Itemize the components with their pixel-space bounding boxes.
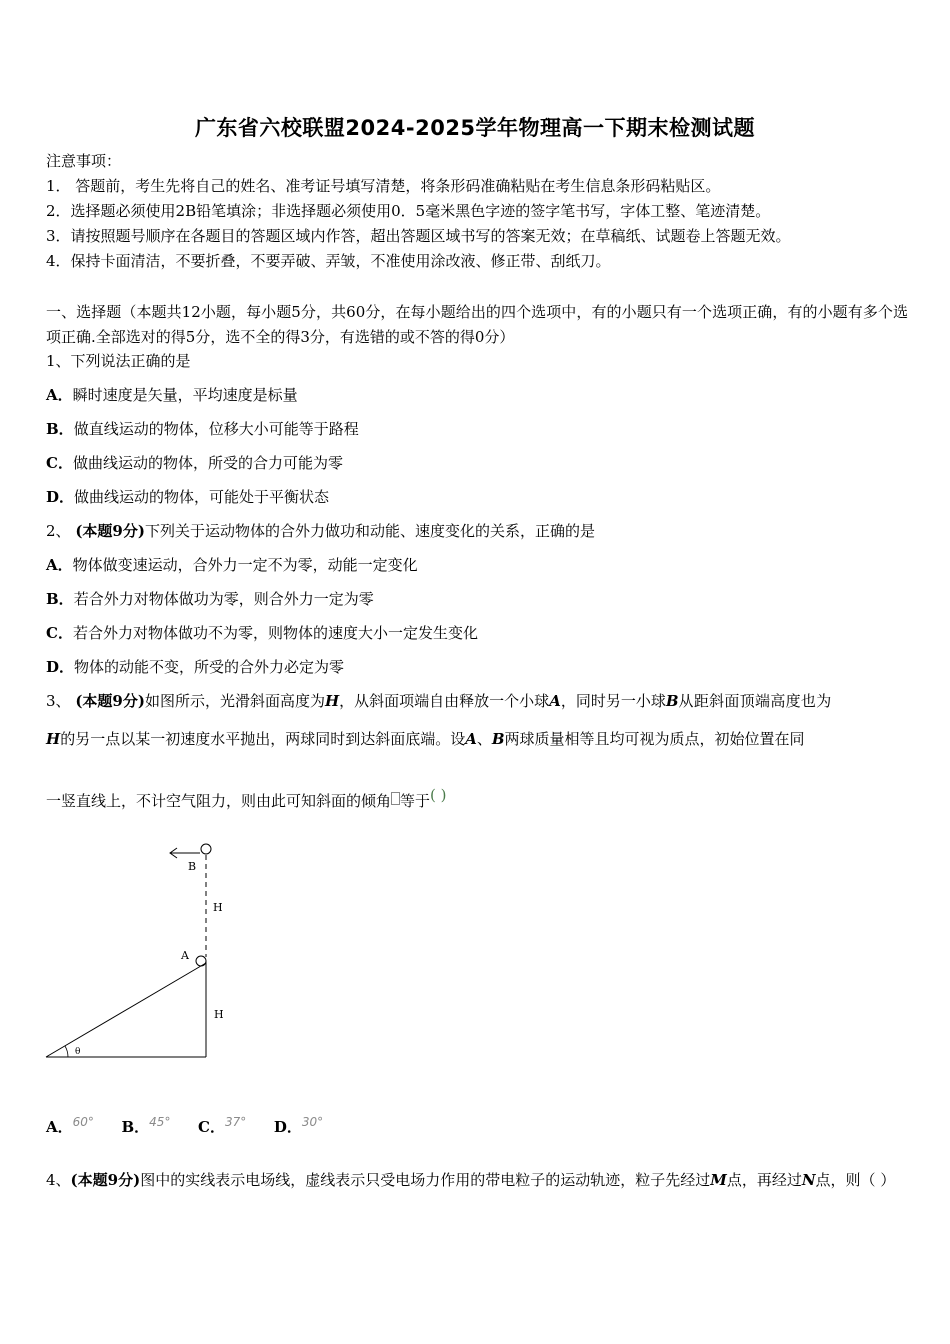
- question-1-stem: 1、下列说法正确的是: [46, 352, 191, 370]
- option-label: C．: [46, 454, 73, 472]
- q1-option-c: [46, 453, 343, 473]
- question-3-stem-line3: [46, 786, 447, 811]
- label-h-bottom: H: [214, 1008, 224, 1021]
- var-H: H: [46, 730, 61, 748]
- option-value: 37°: [224, 1115, 247, 1129]
- option-label: B．: [46, 590, 74, 608]
- option-label: D．: [273, 1118, 302, 1136]
- option-label: D．: [46, 488, 75, 506]
- question-number: 3、: [46, 692, 71, 710]
- text-run: ，同时另一小球: [560, 692, 666, 710]
- option-value: 60°: [72, 1115, 94, 1129]
- text-run: 两球质量相等且均可视为质点，初始位置在同: [504, 730, 805, 748]
- option-text: 做曲线运动的物体，所受的合力可能为零: [72, 454, 343, 472]
- angle-arc: [65, 1046, 68, 1057]
- q2-option-c: [46, 623, 478, 643]
- option-text: 做直线运动的物体，位移大小可能等于路程: [73, 420, 359, 438]
- option-value: 30°: [301, 1115, 324, 1129]
- q1-option-d: [46, 487, 329, 507]
- text-run: 等于: [400, 792, 431, 810]
- text-run: 点，再经过: [726, 1171, 802, 1189]
- question-3-stem-line2: [46, 729, 805, 749]
- text-run: 、: [476, 730, 492, 748]
- option-text: 做曲线运动的物体，可能处于平衡状态: [74, 488, 330, 506]
- option-label: A．: [46, 386, 73, 404]
- section-intro: 一、选择题（本题共12小题，每小题5分，共60分，在每小题给出的四个选项中，有的小题只有一个选项正确，有的小题有多个选项正确.全部选对的得5分，选不全的得3分，有选错的或不答的得0分）: [46, 303, 908, 346]
- page-title: 广东省六校联盟2024-2025学年物理高一下期末检测试题: [194, 116, 756, 140]
- option-text: 瞬时速度是矢量，平均速度是标量: [72, 386, 298, 404]
- notice-item: 2．选择题必须使用2B铅笔填涂；非选择题必须使用0．5毫米黑色字迹的签字笔书写，字体工整、笔迹清楚。: [46, 202, 771, 220]
- ball-b: [201, 844, 211, 854]
- text-run: 如图所示，光滑斜面高度为: [144, 692, 325, 710]
- option-label: C．: [198, 1118, 225, 1136]
- label-h-top: H: [213, 901, 223, 914]
- notice-item: 4．保持卡面清洁，不要折叠，不要弄破、弄皱，不准使用涂改液、修正带、刮纸刀。: [46, 252, 611, 270]
- q2-option-d: [46, 657, 344, 677]
- var-H: H: [324, 692, 340, 710]
- question-2-stem: [46, 521, 595, 541]
- option-label: B．: [121, 1118, 150, 1136]
- option-text: 若合外力对物体做功不为零，则物体的速度大小一定发生变化: [72, 624, 478, 642]
- text-run: 的另一点以某一初速度水平抛出，两球同时到达斜面底端。设: [60, 730, 466, 748]
- q3-options: [46, 1112, 323, 1137]
- ball-a: [196, 956, 206, 966]
- option-value: 45°: [149, 1115, 171, 1129]
- var-M: M: [710, 1171, 727, 1189]
- option-label: A．: [46, 556, 73, 574]
- text-run: 图中的实线表示电场线，虚线表示只受电场力作用的带电粒子的运动轨迹，粒子先经过: [140, 1171, 711, 1189]
- text-run: 从距斜面顶端高度也为: [678, 692, 832, 710]
- notice-item: 3．请按照题号顺序在各题目的答题区域内作答，超出答题区域书写的答案无效；在草稿纸、试题卷上答题无效。: [46, 227, 791, 245]
- label-b: B: [188, 860, 197, 873]
- q1-option-a: [46, 385, 298, 405]
- var-A: A: [465, 730, 477, 748]
- notice-heading: 注意事项：: [46, 152, 122, 170]
- option-text: 物体做变速运动，合外力一定不为零，动能一定变化: [72, 556, 418, 574]
- q2-option-a: [46, 555, 418, 575]
- option-label: B．: [46, 420, 74, 438]
- option-text: 若合外力对物体做功为零，则合外力一定为零: [73, 590, 374, 608]
- question-text: 下列关于运动物体的合外力做功和动能、速度变化的关系，正确的是: [144, 522, 595, 540]
- var-B: B: [491, 730, 505, 748]
- question-number: 4、: [46, 1171, 71, 1189]
- label-theta: θ: [75, 1047, 81, 1057]
- question-number: 2、: [46, 522, 71, 540]
- notice-item: 1． 答题前，考生先将自己的姓名、准考证号填写清楚，将条形码准确粘贴在考生信息条形码粘贴区。: [46, 177, 721, 195]
- option-label: C．: [46, 624, 73, 642]
- question-score: (本题9分): [75, 692, 145, 710]
- q2-option-b: [46, 589, 374, 609]
- option-label: D．: [46, 658, 75, 676]
- text-run: ，从斜面项端自由释放一个小球: [339, 692, 550, 710]
- incline-figure: [40, 835, 240, 1069]
- question-4-stem: [46, 1162, 908, 1199]
- question-3-stem-line1: [46, 691, 832, 711]
- incline-slope: [46, 963, 206, 1057]
- q1-option-b: [46, 419, 359, 439]
- var-B: B: [665, 692, 679, 710]
- option-text: 物体的动能不变，所受的合外力必定为零: [74, 658, 345, 676]
- var-A: A: [549, 692, 561, 710]
- question-score: (本题9分): [75, 522, 145, 540]
- theta-placeholder-icon: [391, 792, 400, 805]
- option-label: A．: [46, 1118, 73, 1136]
- var-N: N: [801, 1171, 816, 1189]
- text-run: 点，则（ ）: [815, 1171, 896, 1189]
- incline-diagram: [40, 835, 240, 1065]
- answer-paren: ( ): [430, 786, 447, 804]
- text-run: 一竖直线上，不计空气阻力，则由此可知斜面的倾角: [46, 792, 392, 810]
- question-score: (本题9分): [70, 1171, 141, 1189]
- label-a: A: [181, 949, 189, 962]
